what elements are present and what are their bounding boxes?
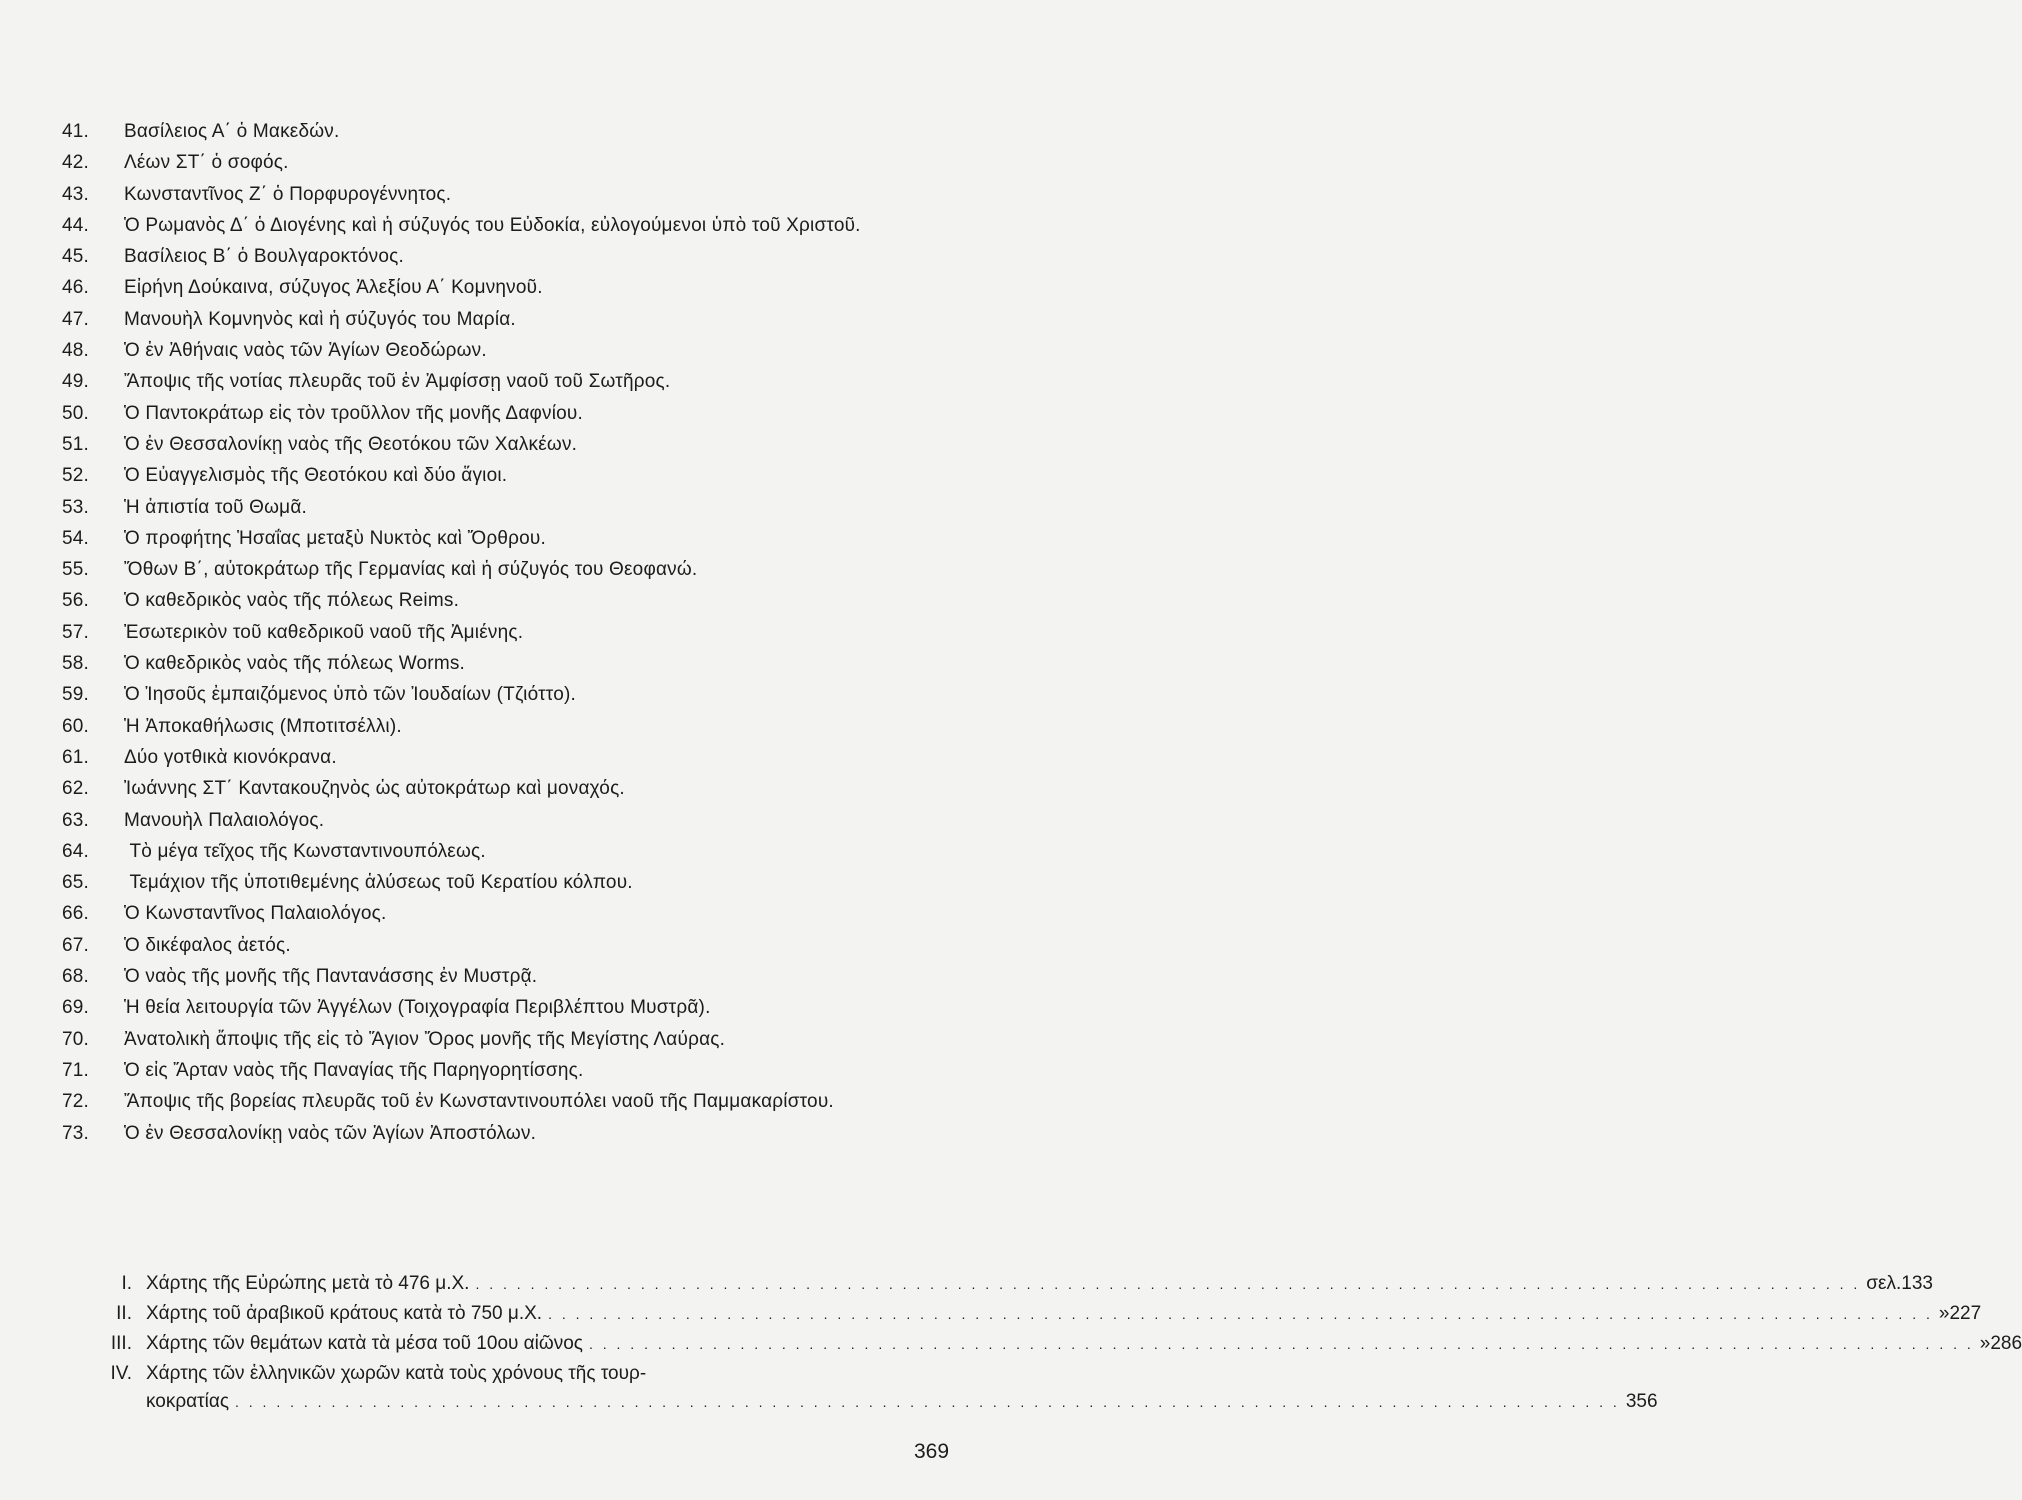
item-number: 45.: [62, 246, 90, 268]
item-text: Μανουὴλ Κομνηνὸς καὶ ἡ σύζυγός του Μαρία.: [124, 308, 516, 330]
list-item: [62, 492, 962, 523]
list-item: [62, 867, 962, 898]
list-item: [62, 1024, 962, 1055]
item-number: 57.: [62, 621, 90, 643]
map-number: II.: [116, 1303, 132, 1324]
list-item: [62, 836, 962, 867]
list-item: [62, 335, 962, 366]
item-text: Ὁ ἐν Θεσσαλονίκῃ ναὸς τῆς Θεοτόκου τῶν Χαλκέων.: [124, 433, 578, 455]
map-entry: [84, 1360, 1658, 1416]
item-text: Βασίλειος Β΄ ὁ Βουλγαροκτόνος.: [124, 246, 404, 268]
list-item: [62, 1118, 962, 1149]
list-item: [62, 147, 962, 178]
item-number: 65.: [62, 872, 90, 894]
item-text: Ἰωάννης ΣΤ΄ Καντακουζηνὸς ὡς αὐτοκράτωρ καὶ μοναχός.: [124, 778, 625, 800]
item-text: Ὄθων Β΄, αὐτοκράτωρ τῆς Γερμανίας καὶ ἡ σύζυγός του Θεοφανώ.: [124, 559, 698, 581]
map-entry: [84, 1300, 1982, 1328]
list-item: [62, 241, 962, 272]
item-number: 69.: [62, 997, 90, 1019]
list-item: [62, 460, 962, 491]
list-item: [62, 648, 962, 679]
list-item: [62, 116, 962, 147]
map-page: 227: [1949, 1303, 1982, 1324]
item-text: Δύο γοτθικὰ κιονόκρανα.: [124, 746, 337, 768]
item-text: Κωνσταντῖνος Ζ΄ ὁ Πορφυρογέννητος.: [124, 183, 452, 205]
item-text: Ὁ ναὸς τῆς μονῆς τῆς Παντανάσσης ἐν Μυστρᾷ.: [124, 966, 538, 988]
leader-dots: [475, 1270, 1860, 1298]
map-entry: [84, 1330, 2022, 1358]
item-text: Ἡ ἀπιστία τοῦ Θωμᾶ.: [124, 496, 307, 518]
item-text: Ὁ Ρωμανὸς Δ΄ ὁ Διογένης καὶ ἡ σύζυγός του Εὐδοκία, εὐλογούμενοι ὑπὸ τοῦ Χριστοῦ.: [124, 214, 861, 236]
item-text: Ὁ ἐν Θεσσαλονίκῃ ναὸς τῶν Ἁγίων Ἀποστόλων.: [124, 1122, 537, 1144]
list-item: [62, 210, 962, 241]
page-label: »: [1938, 1303, 1950, 1324]
list-item: [62, 304, 962, 335]
leader-dots: [235, 1388, 1620, 1416]
list-item: [62, 773, 962, 804]
item-text: Ὁ καθεδρικὸς ναὸς τῆς πόλεως Worms.: [124, 653, 466, 675]
item-number: 49.: [62, 371, 90, 393]
item-number: 64.: [62, 840, 90, 862]
item-text: Ὁ δικέφαλος ἀετός.: [124, 934, 291, 956]
list-item: [62, 930, 962, 961]
map-entry: [84, 1270, 1933, 1298]
list-item: [62, 554, 962, 585]
item-number: 53.: [62, 496, 90, 518]
item-number: 54.: [62, 527, 90, 549]
list-item: [62, 711, 962, 742]
map-page: 356: [1625, 1391, 1658, 1412]
item-number: 42.: [62, 152, 90, 174]
map-title: Χάρτης τῶν θεμάτων κατὰ τὰ μέσα τοῦ 10ου αἰῶνος: [146, 1333, 583, 1354]
item-text: Ὁ Ἰησοῦς ἐμπαιζόμενος ὑπὸ τῶν Ἰουδαίων (Τζιόττο).: [124, 684, 577, 706]
list-item: [62, 617, 962, 648]
item-number: 50.: [62, 402, 90, 424]
item-number: 72.: [62, 1091, 90, 1113]
item-number: 44.: [62, 214, 90, 236]
item-number: 52.: [62, 465, 90, 487]
item-text: Ὁ Εὐαγγελισμὸς τῆς Θεοτόκου καὶ δύο ἅγιοι.: [124, 465, 508, 487]
page-label: »: [1979, 1333, 1991, 1354]
item-number: 63.: [62, 809, 90, 831]
item-number: 43.: [62, 183, 90, 205]
maps-list: [84, 1270, 2022, 1418]
list-item: [62, 898, 962, 929]
list-item: [62, 366, 962, 397]
list-item: [62, 272, 962, 303]
item-text: Ἄποψις τῆς νοτίας πλευρᾶς τοῦ ἐν Ἀμφίσσῃ ναοῦ τοῦ Σωτῆρος.: [124, 371, 671, 393]
map-title: Χάρτης τῆς Εὐρώπης μετὰ τὸ 476 μ.Χ.: [146, 1273, 470, 1294]
map-title-continuation: κοκρατίας: [146, 1391, 229, 1412]
map-page: 286: [1990, 1333, 2022, 1354]
item-number: 66.: [62, 903, 90, 925]
item-number: 48.: [62, 340, 90, 362]
list-item: [62, 805, 962, 836]
item-number: 67.: [62, 934, 90, 956]
list-item: [62, 742, 962, 773]
item-number: 71.: [62, 1059, 90, 1081]
list-item: [62, 585, 962, 616]
item-text: Ἐσωτερικὸν τοῦ καθεδρικοῦ ναοῦ τῆς Ἀμιένης.: [124, 621, 524, 643]
item-text: Τὸ μέγα τεῖχος τῆς Κωνσταντινουπόλεως.: [124, 840, 486, 862]
list-item: [62, 429, 962, 460]
item-number: 60.: [62, 715, 90, 737]
item-text: Ὁ Παντοκράτωρ εἰς τὸν τροῦλλον τῆς μονῆς Δαφνίου.: [124, 402, 583, 424]
map-number: I.: [121, 1273, 132, 1294]
item-number: 46.: [62, 277, 90, 299]
item-number: 59.: [62, 684, 90, 706]
item-text: Ἄποψις τῆς βορείας πλευρᾶς τοῦ ἐν Κωνσταντινουπόλει ναοῦ τῆς Παμμακαρίστου.: [124, 1091, 834, 1113]
page-label: σελ.: [1866, 1273, 1902, 1294]
item-text: Ὁ καθεδρικὸς ναὸς τῆς πόλεως Reims.: [124, 590, 460, 612]
item-text: Ὁ Κωνσταντῖνος Παλαιολόγος.: [124, 903, 387, 925]
item-number: 62.: [62, 778, 90, 800]
map-number: IV.: [110, 1363, 132, 1384]
list-item: [62, 398, 962, 429]
item-text: Ἡ θεία λειτουργία τῶν Ἀγγέλων (Τοιχογραφία Περιβλέπτου Μυστρᾶ).: [124, 997, 711, 1019]
leader-dots: [548, 1300, 1933, 1328]
list-item: [62, 1086, 962, 1117]
leader-dots: [589, 1330, 1974, 1358]
list-item: [62, 1055, 962, 1086]
map-number: III.: [110, 1333, 132, 1354]
item-text: Εἰρήνη Δούκαινα, σύζυγος Ἀλεξίου Α΄ Κομνηνοῦ.: [124, 277, 543, 299]
item-number: 41.: [62, 121, 90, 142]
item-text: Μανουὴλ Παλαιολόγος.: [124, 809, 325, 831]
item-number: 55.: [62, 559, 90, 581]
item-text: Ὁ προφήτης Ἡσαΐας μεταξὺ Νυκτὸς καὶ Ὄρθρου.: [124, 527, 546, 549]
map-title: Χάρτης τῶν ἑλληνικῶν χωρῶν κατὰ τοὺς χρόνους τῆς τουρ-: [146, 1363, 647, 1384]
item-text: Τεμάχιον τῆς ὑποτιθεμένης ἁλύσεως τοῦ Κερατίου κόλπου.: [124, 872, 633, 894]
illustrations-list: [62, 116, 962, 1149]
map-page: 133: [1901, 1273, 1933, 1294]
list-item: [62, 992, 962, 1023]
item-text: Βασίλειος Α΄ ὁ Μακεδών.: [124, 121, 340, 142]
item-number: 47.: [62, 308, 90, 330]
item-text: Ἡ Ἀποκαθήλωσις (Μποτιτσέλλι).: [124, 715, 402, 737]
list-item: [62, 679, 962, 710]
item-text: Ὁ εἰς Ἄρταν ναὸς τῆς Παναγίας τῆς Παρηγορητίσσης.: [124, 1059, 584, 1081]
item-text: Ὁ ἐν Ἀθήναις ναὸς τῶν Ἁγίων Θεοδώρων.: [124, 340, 487, 362]
item-number: 56.: [62, 590, 90, 612]
item-text: Ἀνατολικὴ ἄποψις τῆς εἰς τὸ Ἅγιον Ὄρος μονῆς τῆς Μεγίστης Λαύρας.: [124, 1028, 726, 1050]
item-number: 68.: [62, 966, 90, 988]
map-title: Χάρτης τοῦ ἀραβικοῦ κράτους κατὰ τὸ 750 μ.Χ.: [146, 1303, 543, 1324]
item-text: Λέων ΣΤ΄ ὁ σοφός.: [124, 152, 289, 174]
list-item: [62, 523, 962, 554]
page-number: 369: [914, 1440, 950, 1463]
item-number: 58.: [62, 653, 90, 675]
item-number: 70.: [62, 1028, 90, 1050]
item-number: 61.: [62, 746, 90, 768]
list-item: [62, 179, 962, 210]
item-number: 73.: [62, 1122, 90, 1144]
item-number: 51.: [62, 433, 90, 455]
list-item: [62, 961, 962, 992]
